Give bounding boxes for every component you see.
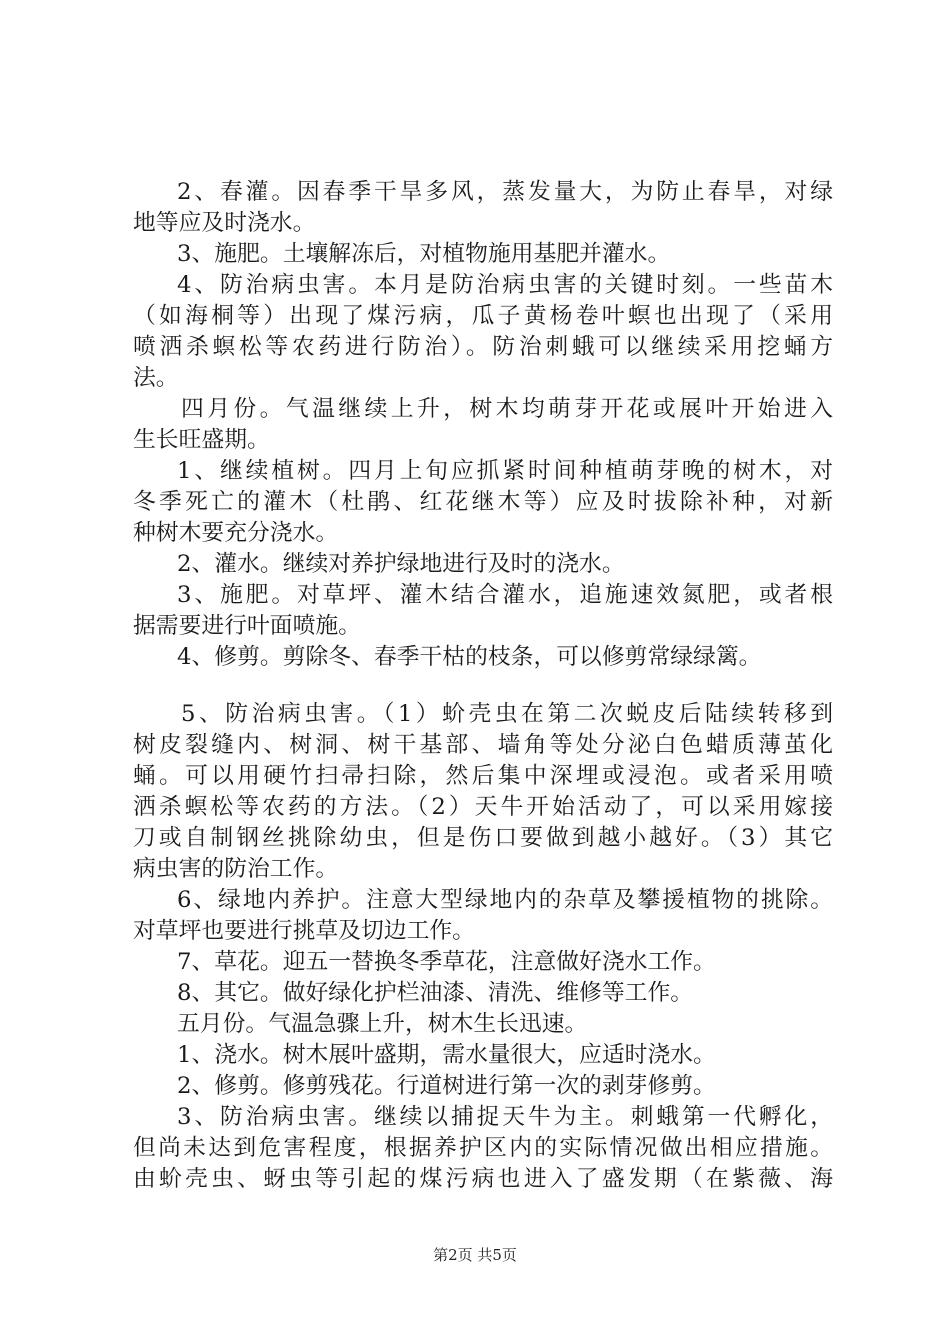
text-line: 对草坪也要进行挑草及切边工作。: [133, 918, 475, 944]
text-line: 冬季死亡的灌木（杜鹃、红花继木等）应及时拔除补种，对新: [133, 489, 833, 515]
text-line: 8、其它。做好绿化护栏油漆、清洗、维修等工作。: [177, 980, 694, 1006]
text-line: 刀或自制钢丝挑除幼虫，但是伤口要做到越小越好。（3）其它: [133, 825, 833, 851]
text-line: 法。: [133, 365, 179, 391]
text-line: 2、春灌。因春季干旱多风，蒸发量大，为防止春旱，对绿: [177, 179, 833, 205]
text-line: 由蚧壳虫、蚜虫等引起的煤污病也进入了盛发期（在紫薇、海: [133, 1166, 833, 1192]
text-line: 3、施肥。对草坪、灌木结合灌水，追施速效氮肥，或者根: [177, 582, 833, 608]
page-number-footer: 第2页 共5页: [433, 1246, 517, 1264]
text-line: 据需要进行叶面喷施。: [133, 613, 361, 639]
text-line: 树皮裂缝内、树洞、树干基部、墙角等处分泌白色蜡质薄茧化: [133, 732, 833, 758]
text-line: 种树木要充分浇水。: [133, 520, 339, 546]
text-line: 1、浇水。树木展叶盛期，需水量很大，应适时浇水。: [177, 1042, 716, 1068]
text-line: 6、绿地内养护。注意大型绿地内的杂草及攀援植物的挑除。: [177, 887, 833, 913]
text-line: 1、继续植树。四月上旬应抓紧时间种植萌芽晚的树木，对: [177, 458, 833, 484]
text-line: 3、施肥。土壤解冻后，对植物施用基肥并灌水。: [177, 241, 671, 267]
text-line: 5、防治病虫害。（1）蚧壳虫在第二次蜕皮后陆续转移到: [181, 701, 833, 727]
text-line: 3、防治病虫害。继续以捕捉天牛为主。刺蛾第一代孵化，: [177, 1104, 833, 1130]
text-line: 四月份。气温继续上升，树木均萌芽开花或展叶开始进入: [181, 396, 833, 422]
text-line: 4、防治病虫害。本月是防治病虫害的关键时刻。一些苗木: [177, 272, 833, 298]
text-line: 蛹。可以用硬竹扫帚扫除，然后集中深埋或浸泡。或者采用喷: [133, 763, 833, 789]
text-line: 2、灌水。继续对养护绿地进行及时的浇水。: [177, 551, 625, 577]
text-line: 喷洒杀螟松等农药进行防治）。防治刺蛾可以继续采用挖蛹方: [133, 334, 833, 360]
text-line: 7、草花。迎五一替换冬季草花，注意做好浇水工作。: [177, 949, 716, 975]
text-line: 病虫害的防治工作。: [133, 856, 339, 882]
text-line: 4、修剪。剪除冬、春季干枯的枝条，可以修剪常绿绿篱。: [177, 644, 762, 670]
text-line: 洒杀螟松等农药的方法。（2）天牛开始活动了，可以采用嫁接: [133, 794, 833, 820]
text-line: 2、修剪。修剪残花。行道树进行第一次的剥芽修剪。: [177, 1073, 716, 1099]
text-line: 但尚未达到危害程度，根据养护区内的实际情况做出相应措施。: [133, 1135, 833, 1161]
text-line: 五月份。气温急骤上升，树木生长迅速。: [177, 1011, 588, 1037]
text-line: （如海桐等）出现了煤污病，瓜子黄杨卷叶螟也出现了（采用: [133, 303, 833, 329]
text-line: 地等应及时浇水。: [133, 210, 316, 236]
text-line: 生长旺盛期。: [133, 427, 270, 453]
